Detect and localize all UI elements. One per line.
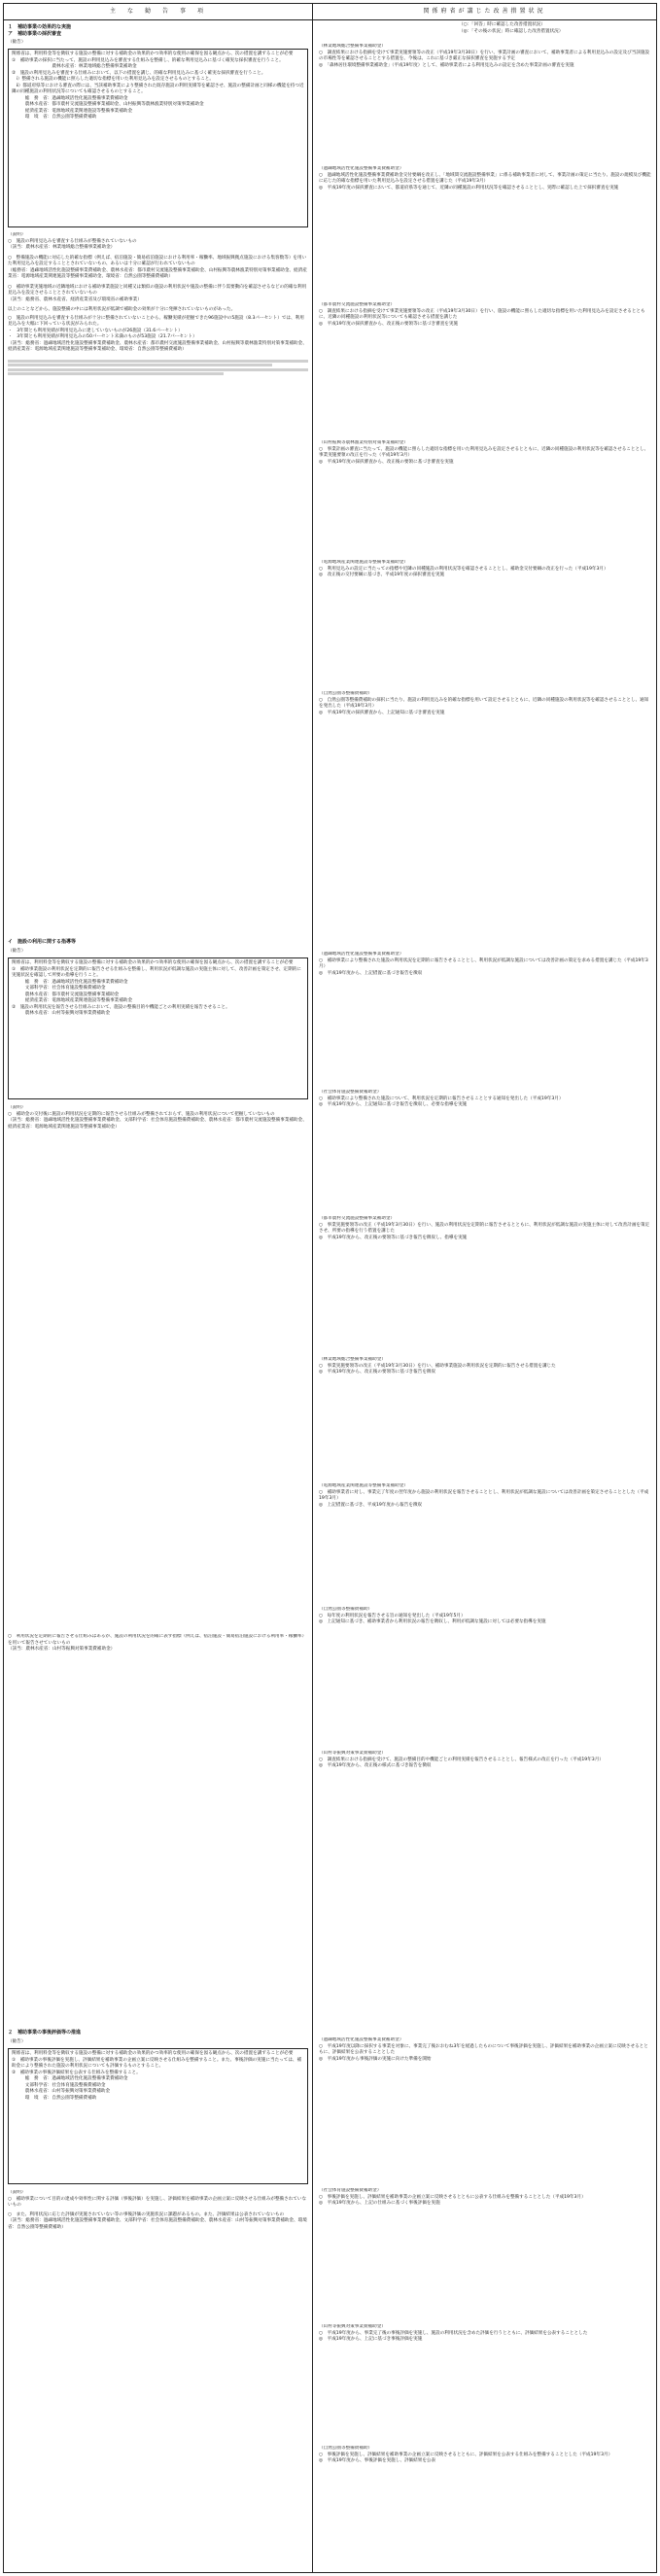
measure-text: ○ 利用見込みの設定に当たっての指標や近隣の同種施設の利用状況等を確認させることとし、補助金交付要綱の改正を行った（平成19年3月） ◎ 改正後の交付要綱に基づき、平成19年度の採択審査を実施 [319,566,608,578]
measure-text: ○ 補助事業により整備された施設について、利用状況を定期的に報告させることとする通知を発出した（平成19年3月） ◎ 平成19年度から、上記通知に基づき報告を徴収し、必要な指導を実施 [319,1096,564,1108]
explanation-item: ○ 施設の利用見込みを審査する仕組みが整備されていないもの [8,238,137,244]
section-1b-heading [8,939,308,946]
measure-text: ○ 事業実施要領等の改正（平成19年3月30日）を行い、補助事業施設の利用状況を定期的に報告させる措置を講じた ◎ 平成19年度から、改正後の要領等に基づき報告を徴収 [319,1363,556,1375]
measure-block [319,302,652,419]
explanation-label: （説明） [8,2190,26,2195]
measure-block [319,166,652,283]
explanation-source: （該当：総務省、農林水産省、経済産業省及び環境省の補助事業） [8,296,142,302]
subsidy-name: （過疎地域活性化施設整備事業費補助金） [319,952,404,957]
status-legend [459,22,652,35]
measure-text: ○ 自然公園等整備費補助の採択に当たり、施設の利用見込みを的確な指標を用いて設定させるとともに、近隣の同種施設の利用状況等を確認させることとし、通知を発出した（平成19年3月） ◎ 平成19年度の採択審査から、上記通知に基づき審査を実施 [319,697,649,715]
measure-text: ○ 補助事業者に対し、事業完了年度の翌年度から施設の利用状況を報告させることとし、利用状況が低調な施設については改善計画を策定させることとした（平成19年3月） ◎ 上記措置に基づき、平成19年度から報告を徴収 [319,1489,649,1508]
measure-text: ○ 平成19年度から、事業完了後の事後評価を実施し、施設の利用状況を含めた評価を行うとともに、評価結果を公表することとした ◎ 平成19年度から、上記に基づき事後評価を実施 [319,2330,588,2343]
section-2-heading [8,2030,308,2036]
measure-block [319,1216,652,1323]
explanation-source: （該当：総務省：過疎地域活性化施設整備事業費補助金、農林水産省：都市農村交流施設整備事業補助金、山村振興等農林漁業特別対策事業補助金、経済産業省：電源地域産業関連施設等整備事業補助金、環境省：自然公園等整備費補助） [8,340,307,353]
section-1-recommendation-box [8,49,308,227]
explanation-item: ・ 3年間とも利用実績が利用見込みに達していないものが26施設（31.6パーセント） ・ 3年間とも利用実績が利用見込みの50パーセント未満のものが53施設（21.7パーセント） [8,328,197,340]
section-1b-recommendation-label [8,949,308,956]
section-2-title: ２ 補助事業の事後評価等の推進 [8,2030,82,2036]
left-column-header [4,4,313,20]
measure-block [319,1607,652,1704]
subsidy-name: （都市農村交流施設整備事業補助金） [319,1216,396,1221]
measure-text: ○ 事業計画の審査に当たって、施設の機能に照らした適切な指標を用いた利用見込みを設定させるとともに、近隣の同種施設の利用状況等を確認させることとし、事業実施要領の改正を行った（平成19年3月） ◎ 平成19年度の採択審査から、改正後の要領に基づき審査を実施 [319,446,649,465]
explanation-item: ○ 利用状況を定期的に報告させる仕組みはあるが、施設の利用状況を的確に表す指標（例えば、宿泊施設・簡易宿泊施設における利用率・稼働率）を用いて報告させていないもの [8,1634,307,1646]
subsidy-name: （電源地域産業関連施設等整備事業補助金） [319,560,408,565]
section-1-recommendation-text: 関係省は、利用料金等を徴収する施設の整備に対する補助金の効果的かつ効率的な使用の確保を図る観点から、次の措置を講ずることが必要 ① 補助事業の採択に当たって、施設の利用見込みを審査する仕組みを整備し、的確な利用見込みに基づく確実な採択審査を行うこと。 農林水産省：林業地域総合整備事業補助金 ② 施設の利用見込みを審査する仕組みにおいて、以下の措置を講じ、的確な利用見込みに基づく確実な採択審査を行うこと。 ⅰ）整備される施設の機能に照らした適切な指標を用いた利用見込みを設定させるものとすること。 ⅱ）都道府県等における審査の際には、当該補助事業により整備された既存施設の利用実績等を確認させ、施設の整備計画と同様の機能を持つ近隣の同種施設の利用状況等についても確認させるものとすること。 総 務 省：過疎地域活性化施設整備事業費補助金 農林水産省：都市農村交流施設整備事業補助金、山村振興等農林漁業特別対策事業補助金 経済産業省：電源地域産業関連施設等整備事業補助金 環 境 省：自然公園等整備費補助 [12,52,304,121]
measure-block [319,691,652,788]
explanation-item: 以上のことなどから、施設整備の中には利用状況が低調で補助金の効果が十分に発揮されていないものがあった。 [8,307,236,313]
section-1b-explanation-part2 [8,1634,308,1692]
subsidy-name: （社会体育施設整備費補助金） [319,1090,382,1095]
subsidy-name: （山村等振興対策事業費補助金） [319,1751,386,1756]
measure-block [319,952,652,1059]
section-2-recommendation-text: 関係省は、利用料金等を徴収する施設の整備に対する補助金の効果的かつ効率的な使用の確保を図る観点から、次の措置を講ずることが必要 ① 補助事業の事後評価を実施し、評価結果を補助事業の企画立案に反映させる仕組みを整備すること。また、事後評価の実施に当たっては、補助金により整備された施設の利用状況についても評価するものとすること。 ② 補助事業の事後評価結果を公表する仕組みを整備すること。 総 務 省：過疎地域活性化施設整備事業費補助金 文部科学省：社会体育施設整備費補助金 農林水産省：山村等振興対策事業費補助金 環 境 省：自然公園等整備費補助 [12,2051,302,2101]
explanation-item: ○ 補助事業について目的の達成や効率性に関する評価（事後評価）を実施し、評価結果を補助事業の企画立案に反映させる仕組みが整備されていないもの [8,2196,307,2209]
section-2-recommendation-label [8,2039,308,2046]
report-sheet [3,3,657,2573]
measure-text: ○ 事後評価を実施し、評価結果を補助事業の企画立案に反映させるとともに公表する仕組みを整備することとした（平成19年3月） ◎ 平成19年度から、上記の仕組みに基づく事後評価を実施 [319,2194,586,2207]
measure-block [319,1751,652,1848]
subsidy-name: （林業地域総合整備事業補助金） [319,44,386,49]
measure-text: ○ 事業実施要領等の改正（平成19年3月30日）を行い、施設の利用状況を定期的に報告させるとともに、利用状況が低調な施設の実施主体に対して改善計画を策定させ、所要の指導を行う措置を講じた ◎ 平成19年度から、改正後の要領等に基づき報告を徴収し、指導を実施 [319,1222,650,1240]
section-1a-title: ア 補助事業の採択審査 [8,31,62,38]
subsidy-name: （林業地域総合整備事業補助金） [319,1357,386,1362]
explanation-item: ○ 施設の利用見込みを審査する仕組みが十分に整備されていないことから、稼働実績が把握できた96施設中の5施設（8.3パーセント）では、利用見込みを大幅に下回っている状況がみられた。 [8,315,304,328]
subsidy-name: （山村振興等農林漁業特別対策事業補助金） [319,440,408,445]
recommendations-column [4,20,313,2572]
legend-followup: （◎：「その後の状況」時に確認した改善措置状況） [459,28,564,34]
subsidy-name: （自然公園等整備費補助） [319,2446,373,2451]
legend-answer: （○：「回答」時に確認した改善措置状況） [459,22,545,27]
section-1-recommendation-label [8,40,308,47]
left-column-title: 主 な 勧 告 事 項 [109,8,206,15]
explanation-item: ○ 整備施設の機能に対応した的確な指標（例えば、宿泊施設・簡易宿泊施設における利用率・稼働率、地域振興拠点施設における集客数等）を用いた利用見込みを設定することとされていないもの、あるいは十分に確認が行われていないもの [8,255,307,267]
subsidy-name: （過疎地域活性化施設整備事業費補助金） [319,166,404,171]
explanation-label: （説明） [8,1105,26,1110]
explanation-item: ○ 補助金の交付後に施設の利用状況を定期的に報告させる仕組みが整備されておらず、施設の利用状況について把握していないもの [8,1111,275,1117]
section-1-heading [8,24,308,38]
measure-text: ○ 調査結果における指摘を受けて事業実施要領等の改正（平成19年3月30日）を行い、事業計画の審査において、補助事業者による利用見込みの設定及び当該施設の市場性等を確認させることとする措置を、今後は、これに基づき厳正な採択審査を実施する予定 ◎ 「森林居住環境整備事業補助金」（平成19年度）として、補助事業者による利用見込みの設定を含めた事業計画の審査を実施 [319,50,650,68]
section-1-title: １ 補助事業の効果的な実施 [8,24,72,30]
subsidy-name: （社会体育施設整備費補助金） [319,2188,382,2193]
explanation-label: （説明） [8,232,26,237]
measure-block [319,1483,652,1581]
measure-block [319,44,652,131]
measure-text: ○ 調査結果における指摘を受けて事業実施要領等の改正（平成19年3月30日）を行い、施設の機能に照らした適切な指標を用いた利用見込みを設定させるとともに、近隣の同種施設の利用状況等についても確認させる措置を講じた ◎ 平成19年度の採択審査から、改正後の要領等に基づき審査を実施 [319,308,645,327]
measure-block [319,2446,652,2572]
section-1b-recommendation-text: 関係省は、利用料金等を徴収する施設の整備に対する補助金の効果的かつ効率的な使用の確保を図る観点から、次の措置を講ずることが必要 ① 補助事業施設の利用状況を定期的に報告させる仕組みを整備し、利用状況が低調な施設の実施主体に対して、改善計画を策定させ、定期的に実施状況を確認して所要の指導を行うこと。 総 務 省：過疎地域活性化施設整備事業費補助金 文部科学省：社会体育施設整備費補助金 農林水産省：都市農村交流施設整備事業補助金 経済産業省：電源地域産業関連施設等整備事業補助金 ② 施設の利用状況を報告させる仕組みにおいて、施設の整備目的や機能ごとの利用実績を報告させること。 農林水産省：山村等振興対策事業費補助金 [12,960,301,1017]
section-1-explanation [8,232,308,594]
measure-block [319,1357,652,1454]
section-2-recommendation-box [8,2048,308,2184]
recommendation-label: （勧告） [8,40,26,45]
subsidy-name: （電源地域産業関連施設等整備事業補助金） [319,1483,408,1488]
measure-block [319,2324,652,2431]
measure-text: ○ 事後評価を実施し、評価結果を補助事業の企画立案に反映させるとともに、評価結果を公表する仕組みを整備することとした（平成19年3月） ◎ 平成19年度から、事後評価を実施し、評価結果を公表 [319,2452,613,2464]
recommendation-label: （勧告） [8,2039,26,2044]
subsidy-name: （過疎地域活性化施設整備事業費補助金） [319,2037,404,2042]
measure-text: ○ 過疎地域活性化施設整備事業費補助金交付要綱を改正し、「地域間交流施設整備事業」に係る補助事業者に対して、事業計画の策定に当たり、施設の規模及び機能に応じた的確な指標を用いた利用見込みを設定させる措置を講じた（平成19年3月） ◎ 平成19年度の採択審査において、都道府県等を通じて、近隣の同種施設の利用状況等を確認させることとし、実際に確認した上で採択審査を実施 [319,172,651,191]
measure-text: ○ 平成19年度以降に採択する事業を対象に、事業完了後おおむね3年を経過したものについて事後評価を実施し、評価結果を補助事業の企画立案に反映させるとともに、評価結果を公表することとした ◎ 平成19年度から事後評価の実施に向けた準備を開始 [319,2043,648,2062]
measures-column [313,20,656,2572]
right-column-header [313,4,656,20]
recommendation-label: （勧告） [8,949,26,954]
measure-text: ○ 調査結果における指摘を受けて、施設の整備目的や機能ごとの利用実績を報告させることとし、報告様式の改正を行った（平成19年3月） ◎ 平成19年度から、改正後の様式に基づき報告を徴収 [319,1757,604,1769]
measure-block [319,1090,652,1187]
subsidy-name: （都市農村交流施設整備事業補助金） [319,302,396,307]
measure-block [319,2188,652,2295]
section-1b-title: イ 施設の利用に関する指導等 [8,939,77,945]
explanation-item: ○ 補助事業実施地域の近隣地域における補助事業施設と同種又は類似の施設の利用状況や施設の整備に伴う需要動向を確認させるなどの的確な利用見込みを設定させることとされていないもの [8,284,307,296]
section-2-explanation [8,2190,308,2316]
explanation-source: （該当：総務省：過疎地域活性化施設整備事業費補助金、文部科学省：社会体育施設整備費補助金、農林水産省：山村等振興対策事業費補助金、環境省：自然公園等整備費補助） [8,2218,307,2230]
subsidy-name: （自然公園等整備費補助） [319,691,373,696]
explanation-source: （該当：農林水産省：林業地域総合整備事業補助金） [8,245,116,251]
right-column-title: 関係府省が講じた改善措置状況 [423,8,546,15]
measure-text: ○ 補助事業により整備された施設の利用状況を定期的に報告させることとし、利用状況が低調な施設については改善計画の策定を求める措置を講じた（平成19年3月） ◎ 平成19年度から、上記措置に基づき報告を徴収 [319,957,648,976]
section-1b-recommendation-box [8,957,308,1099]
explanation-source: （総務省：過疎地域活性化施設整備事業費補助金、農林水産省：都市農村交流施設整備事業補助金、山村振興等農林漁業特別対策事業補助金、経済産業省：電源地域産業関連施設等整備事業補助金、環境省：自然公園等整備費補助） [8,267,307,280]
measure-block [319,440,652,547]
section-1b-explanation-part1 [8,1105,308,1193]
explanation-source: （該当：農林水産省：山村等振興対策事業費補助金） [8,1647,116,1653]
explanation-item: ○ また、利用状況に応じた評価が実施されていない等の事後評価の実施状況に課題があるもの。また、評価結果は公表されていないもの [8,2211,285,2217]
measure-block [319,560,652,667]
illegible-text-lines [8,360,308,376]
subsidy-name: （自然公園等整備費補助） [319,1607,373,1612]
subsidy-name: （山村等振興対策事業費補助金） [319,2324,386,2329]
measure-block [319,2037,652,2164]
measure-text: ○ 毎年度の利用状況を報告させる旨の通知を発出した（平成19年5月） ◎ 上記通知に基づき、補助事業者から利用状況の報告を徴収し、利用が低調な施設に対しては必要な指導を実施 [319,1613,546,1625]
explanation-source: （該当：総務省：過疎地域活性化施設整備事業費補助金、文部科学省：社会体育施設整備費補助金、農林水産省：都市農村交流施設整備事業補助金、経済産業省：電源地域産業関連施設等整備事業補助金） [8,1118,307,1130]
